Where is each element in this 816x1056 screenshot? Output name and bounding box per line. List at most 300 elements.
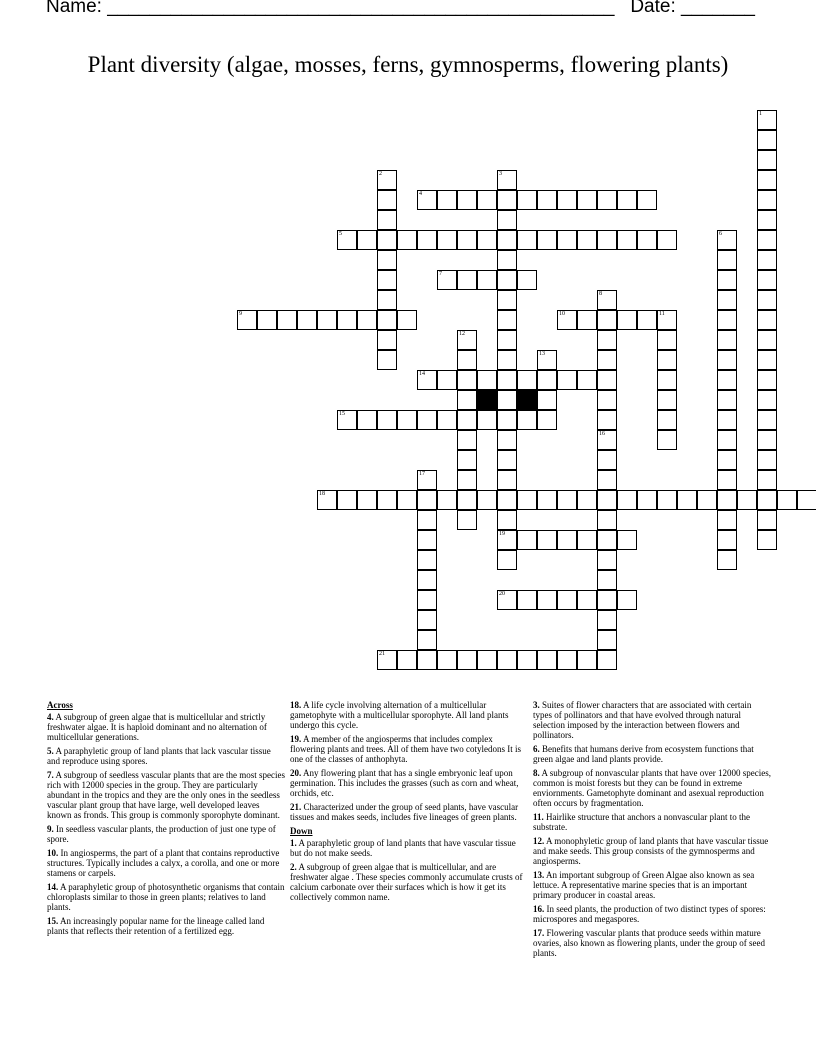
grid-cell[interactable]	[497, 410, 517, 430]
grid-cell[interactable]	[437, 410, 457, 430]
grid-cell[interactable]	[457, 410, 477, 430]
grid-cell[interactable]	[597, 630, 617, 650]
grid-cell[interactable]	[457, 270, 477, 290]
clue-number: 2.	[290, 862, 297, 872]
grid-cell[interactable]	[497, 530, 517, 550]
grid-cell[interactable]	[597, 450, 617, 470]
across-clue	[47, 712, 285, 742]
grid-cell[interactable]	[657, 410, 677, 430]
clue-text: Benefits that humans derive from ecosystem functions that green algae and land plants provide.	[533, 744, 754, 764]
grid-cell[interactable]	[637, 230, 657, 250]
down-clue	[290, 862, 528, 902]
grid-cell[interactable]	[637, 490, 657, 510]
grid-cell[interactable]	[617, 490, 637, 510]
grid-cell[interactable]	[597, 350, 617, 370]
grid-cell[interactable]	[737, 490, 757, 510]
grid-cell[interactable]	[437, 490, 457, 510]
grid-cell[interactable]	[457, 350, 477, 370]
name-label: Name:	[46, 0, 102, 17]
grid-cell[interactable]	[477, 370, 497, 390]
grid-cell[interactable]	[757, 530, 777, 550]
down-clue	[533, 928, 771, 958]
across-clue	[47, 746, 285, 766]
clue-text: A monophyletic group of land plants that have vascular tissue and make seeds. This group consists of the gymnosperms and angiosperms.	[533, 836, 769, 866]
grid-cell[interactable]	[417, 530, 437, 550]
across-clue	[47, 770, 285, 820]
down-clue	[533, 768, 771, 808]
clue-number: 16.	[533, 904, 545, 914]
grid-cell[interactable]	[757, 490, 777, 510]
clue-number: 18	[319, 491, 325, 497]
grid-cell[interactable]	[597, 550, 617, 570]
grid-cell[interactable]	[417, 190, 437, 210]
clue-number: 11	[659, 311, 665, 317]
grid-cell[interactable]	[517, 190, 537, 210]
clue-number: 7.	[47, 770, 54, 780]
grid-cell[interactable]	[597, 470, 617, 490]
clue-number: 17	[419, 471, 425, 477]
grid-cell[interactable]	[757, 130, 777, 150]
grid-cell[interactable]	[437, 190, 457, 210]
grid-cell[interactable]	[657, 390, 677, 410]
grid-cell[interactable]	[337, 410, 357, 430]
grid-cell[interactable]	[497, 310, 517, 330]
grid-cell[interactable]	[537, 490, 557, 510]
grid-cell[interactable]	[557, 190, 577, 210]
grid-cell[interactable]	[597, 510, 617, 530]
clue-number: 5.	[47, 746, 54, 756]
grid-cell[interactable]	[497, 590, 517, 610]
grid-cell[interactable]	[357, 310, 377, 330]
grid-cell[interactable]	[517, 650, 537, 670]
grid-cell[interactable]	[437, 270, 457, 290]
grid-cell[interactable]	[477, 230, 497, 250]
grid-cell[interactable]	[377, 190, 397, 210]
grid-cell[interactable]	[397, 650, 417, 670]
grid-cell[interactable]	[397, 230, 417, 250]
across-clue	[290, 700, 528, 730]
grid-cell[interactable]	[717, 310, 737, 330]
grid-cell[interactable]	[597, 490, 617, 510]
grid-cell[interactable]	[717, 270, 737, 290]
clue-text: Any flowering plant that has a single embryonic leaf upon germination. This includes the grasses (such as corn and wheat, orchids, etc.	[290, 768, 519, 798]
clues-column-1	[47, 700, 285, 940]
clue-number: 19	[499, 531, 505, 537]
across-heading: Across	[47, 700, 73, 710]
grid-cell[interactable]	[577, 530, 597, 550]
grid-cell[interactable]	[537, 390, 557, 410]
grid-cell[interactable]	[717, 370, 737, 390]
grid-cell[interactable]	[597, 290, 617, 310]
grid-cell[interactable]	[597, 310, 617, 330]
grid-cell[interactable]	[597, 610, 617, 630]
grid-cell[interactable]	[597, 590, 617, 610]
grid-cell[interactable]	[377, 410, 397, 430]
grid-cell[interactable]	[537, 230, 557, 250]
clue-number: 16	[599, 431, 605, 437]
grid-cell[interactable]	[797, 490, 816, 510]
grid-cell[interactable]	[757, 410, 777, 430]
grid-cell[interactable]	[477, 650, 497, 670]
grid-cell[interactable]	[457, 510, 477, 530]
clue-number: 7	[439, 271, 442, 277]
grid-cell[interactable]	[377, 490, 397, 510]
grid-cell[interactable]	[457, 230, 477, 250]
grid-cell[interactable]	[757, 510, 777, 530]
grid-cell[interactable]	[497, 450, 517, 470]
clue-text: Flowering vascular plants that produce seeds within mature ovaries, also known as flowering plants, under the group of seed plants.	[533, 928, 765, 958]
grid-cell[interactable]	[317, 490, 337, 510]
grid-cell[interactable]	[457, 430, 477, 450]
grid-cell[interactable]	[377, 210, 397, 230]
grid-cell[interactable]	[437, 370, 457, 390]
clue-number: 21	[379, 651, 385, 657]
grid-cell[interactable]	[717, 450, 737, 470]
grid-cell[interactable]	[417, 570, 437, 590]
grid-cell[interactable]	[557, 590, 577, 610]
clue-number: 15	[339, 411, 345, 417]
grid-cell[interactable]	[457, 470, 477, 490]
grid-cell[interactable]	[617, 310, 637, 330]
grid-cell[interactable]	[777, 490, 797, 510]
grid-cell[interactable]	[457, 650, 477, 670]
clues-column-2	[290, 700, 528, 906]
grid-cell[interactable]	[277, 310, 297, 330]
grid-cell[interactable]	[497, 430, 517, 450]
page-title: Plant diversity (algae, mosses, ferns, gymnosperms, flowering plants)	[87, 52, 729, 77]
clue-number: 19.	[290, 734, 302, 744]
grid-cell[interactable]	[617, 230, 637, 250]
clue-number: 20.	[290, 768, 302, 778]
across-clue	[290, 802, 528, 822]
date-label: Date:	[630, 0, 676, 17]
grid-cell[interactable]	[717, 350, 737, 370]
grid-cell[interactable]	[757, 230, 777, 250]
grid-cell[interactable]	[577, 490, 597, 510]
grid-cell[interactable]	[417, 490, 437, 510]
grid-cell[interactable]	[537, 530, 557, 550]
grid-cell[interactable]	[497, 390, 517, 410]
grid-cell[interactable]	[477, 490, 497, 510]
grid-cell[interactable]	[317, 310, 337, 330]
grid-cell[interactable]	[497, 650, 517, 670]
grid-cell[interactable]	[557, 370, 577, 390]
clue-number: 6.	[533, 744, 540, 754]
grid-cell[interactable]	[497, 250, 517, 270]
clue-number: 12.	[533, 836, 545, 846]
clue-number: 1.	[290, 838, 297, 848]
grid-cell[interactable]	[717, 470, 737, 490]
grid-cell[interactable]	[357, 410, 377, 430]
grid-cell[interactable]	[377, 310, 397, 330]
grid-cell[interactable]	[757, 250, 777, 270]
grid-cell[interactable]	[457, 390, 477, 410]
grid-cell[interactable]	[497, 290, 517, 310]
grid-cell[interactable]	[417, 370, 437, 390]
grid-cell[interactable]	[457, 370, 477, 390]
grid-cell[interactable]	[517, 370, 537, 390]
grid-cell[interactable]	[757, 370, 777, 390]
grid-cell[interactable]	[597, 330, 617, 350]
grid-cell[interactable]	[517, 410, 537, 430]
grid-cell[interactable]	[497, 190, 517, 210]
grid-cell[interactable]	[717, 250, 737, 270]
grid-cell[interactable]	[757, 290, 777, 310]
clue-number: 11.	[533, 812, 544, 822]
grid-cell[interactable]	[597, 570, 617, 590]
grid-cell[interactable]	[657, 330, 677, 350]
grid-cell[interactable]	[597, 370, 617, 390]
clue-text: A life cycle involving alternation of a multicellular gametophyte with a multicellular sporophyte. All land plants undergo this cycle.	[290, 700, 509, 730]
clue-text: A subgroup of green algae that is multicellular and strictly freshwater algae. It is haploid dominant and no alternation of multicellular generations.	[47, 712, 267, 742]
clue-number: 6	[719, 231, 722, 237]
grid-cell[interactable]	[457, 490, 477, 510]
grid-cell[interactable]	[377, 330, 397, 350]
grid-cell[interactable]	[717, 230, 737, 250]
grid-cell[interactable]	[477, 270, 497, 290]
grid-cell[interactable]	[577, 190, 597, 210]
grid-cell[interactable]	[417, 510, 437, 530]
date-line[interactable]: _______	[681, 0, 755, 17]
clue-text: A paraphyletic group of land plants that lack vascular tissue and reproduce using spores.	[47, 746, 271, 766]
grid-cell[interactable]	[377, 290, 397, 310]
grid-cell[interactable]	[757, 350, 777, 370]
grid-cell[interactable]	[577, 310, 597, 330]
grid-cell[interactable]	[577, 650, 597, 670]
grid-cell[interactable]	[377, 270, 397, 290]
down-clue	[290, 838, 528, 858]
grid-cell[interactable]	[497, 170, 517, 190]
grid-cell[interactable]	[617, 530, 637, 550]
grid-cell[interactable]	[597, 410, 617, 430]
grid-cell[interactable]	[597, 650, 617, 670]
down-clue	[533, 904, 771, 924]
clue-number: 15.	[47, 916, 59, 926]
grid-cell[interactable]	[397, 310, 417, 330]
grid-cell[interactable]	[517, 270, 537, 290]
across-clue	[290, 734, 528, 764]
grid-cell[interactable]	[417, 410, 437, 430]
grid-cell[interactable]	[717, 550, 737, 570]
grid-cell[interactable]	[417, 230, 437, 250]
grid-cell[interactable]	[757, 170, 777, 190]
grid-cell[interactable]	[497, 550, 517, 570]
across-clue	[47, 824, 285, 844]
grid-cell[interactable]	[757, 210, 777, 230]
across-clue	[47, 916, 285, 936]
grid-cell[interactable]	[717, 510, 737, 530]
clue-number: 9.	[47, 824, 54, 834]
grid-cell[interactable]	[577, 370, 597, 390]
grid-cell[interactable]	[597, 390, 617, 410]
grid-cell[interactable]	[657, 430, 677, 450]
grid-cell[interactable]	[517, 530, 537, 550]
down-clue-list-a	[290, 838, 528, 902]
grid-cell[interactable]	[717, 410, 737, 430]
across-clue	[47, 882, 285, 912]
grid-cell[interactable]	[477, 410, 497, 430]
grid-cell[interactable]	[457, 190, 477, 210]
grid-cell[interactable]	[497, 270, 517, 290]
grid-cell[interactable]	[597, 430, 617, 450]
clues-column-3	[533, 700, 771, 962]
grid-cell[interactable]	[617, 590, 637, 610]
grid-cell[interactable]	[657, 350, 677, 370]
clue-text: A subgroup of seedless vascular plants that are the most species rich with 12000 species in the group. They are particularly abundant in the tropics and they are the only ones in the seedless vascular plant group that have large, well developed leaves known as fronds. This group is commonly sporophyte dominant.	[47, 770, 285, 820]
grid-cell[interactable]	[457, 330, 477, 350]
grid-cell[interactable]	[497, 370, 517, 390]
grid-cell[interactable]	[557, 530, 577, 550]
clue-number: 4	[419, 191, 422, 197]
grid-cell[interactable]	[397, 490, 417, 510]
grid-cell[interactable]	[377, 170, 397, 190]
grid-cell[interactable]	[537, 190, 557, 210]
grid-cell[interactable]	[597, 530, 617, 550]
grid-cell[interactable]	[417, 630, 437, 650]
grid-cell[interactable]	[417, 470, 437, 490]
grid-cell[interactable]	[337, 310, 357, 330]
clue-number: 9	[239, 311, 242, 317]
grid-cell[interactable]	[537, 350, 557, 370]
grid-cell[interactable]	[497, 210, 517, 230]
name-line[interactable]: ________________________________________________	[107, 0, 615, 17]
clue-number: 10	[559, 311, 565, 317]
grid-cell[interactable]	[717, 390, 737, 410]
grid-cell[interactable]	[497, 330, 517, 350]
grid-cell[interactable]	[417, 650, 437, 670]
clue-number: 1	[759, 111, 762, 117]
down-clue	[533, 870, 771, 900]
down-clue	[533, 744, 771, 764]
grid-cell[interactable]	[537, 590, 557, 610]
grid-cell[interactable]	[557, 490, 577, 510]
grid-cell[interactable]	[297, 310, 317, 330]
grid-cell[interactable]	[717, 330, 737, 350]
grid-cell[interactable]	[497, 230, 517, 250]
grid-cell[interactable]	[757, 330, 777, 350]
grid-cell[interactable]	[557, 230, 577, 250]
shaded-cell	[477, 390, 497, 410]
clue-number: 2	[379, 171, 382, 177]
grid-cell[interactable]	[617, 190, 637, 210]
grid-cell[interactable]	[717, 430, 737, 450]
grid-cell[interactable]	[757, 150, 777, 170]
grid-cell[interactable]	[717, 530, 737, 550]
grid-cell[interactable]	[597, 230, 617, 250]
across-clue	[47, 848, 285, 878]
grid-cell[interactable]	[537, 410, 557, 430]
grid-cell[interactable]	[757, 430, 777, 450]
shaded-cell	[517, 390, 537, 410]
grid-cell[interactable]	[637, 310, 657, 330]
grid-cell[interactable]	[377, 650, 397, 670]
grid-cell[interactable]	[337, 230, 357, 250]
clue-text: Suites of flower characters that are associated with certain types of pollinators and that have evolved through natural selection imposed by the interaction between flowers and pollinators.	[533, 700, 752, 740]
grid-cell[interactable]	[657, 490, 677, 510]
grid-cell[interactable]	[497, 510, 517, 530]
grid-cell[interactable]	[437, 230, 457, 250]
grid-cell[interactable]	[657, 230, 677, 250]
across-clue-list-b	[290, 700, 528, 822]
down-heading: Down	[290, 826, 313, 836]
down-clue	[533, 836, 771, 866]
grid-cell[interactable]	[377, 230, 397, 250]
clue-text: A subgroup of nonvascular plants that have over 12000 species, common is moist forests but they can be found in extreme enviornments. Gametophyte dominant and asexual reproduction often occurs by fragmentation.	[533, 768, 771, 808]
grid-cell[interactable]	[517, 490, 537, 510]
clue-text: Characterized under the group of seed plants, have vascular tissues and makes seeds, includes five lineages of green plants.	[290, 802, 519, 822]
grid-cell[interactable]	[457, 450, 477, 470]
grid-cell[interactable]	[537, 370, 557, 390]
grid-cell[interactable]	[557, 310, 577, 330]
grid-cell[interactable]	[657, 310, 677, 330]
grid-cell[interactable]	[257, 310, 277, 330]
grid-cell[interactable]	[757, 190, 777, 210]
clue-text: A subgroup of green algae that is multicellular, and are freshwater algae . These species commonly accumulate crusts of calcium carbonate over their surfaces which is how it get its collectively common name.	[290, 862, 523, 902]
across-clue-list-a	[47, 712, 285, 936]
grid-cell[interactable]	[637, 190, 657, 210]
clue-text: An increasingly popular name for the lineage called land plants that reflects their retention of a fertilized egg.	[47, 916, 265, 936]
clue-number: 21.	[290, 802, 302, 812]
grid-cell[interactable]	[377, 350, 397, 370]
down-clue	[533, 700, 771, 740]
grid-cell[interactable]	[477, 190, 497, 210]
clue-number: 14	[419, 371, 425, 377]
grid-cell[interactable]	[397, 410, 417, 430]
grid-cell[interactable]	[597, 190, 617, 210]
grid-cell[interactable]	[517, 230, 537, 250]
grid-cell[interactable]	[757, 110, 777, 130]
grid-cell[interactable]	[417, 590, 437, 610]
grid-cell[interactable]	[577, 230, 597, 250]
grid-cell[interactable]	[357, 490, 377, 510]
clue-text: A paraphyletic group of land plants that have vascular tissue but do not make seeds.	[290, 838, 516, 858]
grid-cell[interactable]	[557, 650, 577, 670]
grid-cell[interactable]	[577, 590, 597, 610]
clue-text: In angiosperms, the part of a plant that contains reproductive structures. Typically includes a calyx, a corolla, and one or more stamens or carpels.	[47, 848, 280, 878]
down-clue	[533, 812, 771, 832]
clue-number: 13.	[533, 870, 545, 880]
grid-cell[interactable]	[497, 490, 517, 510]
clue-number: 14.	[47, 882, 59, 892]
grid-cell[interactable]	[657, 370, 677, 390]
grid-cell[interactable]	[757, 270, 777, 290]
grid-cell[interactable]	[757, 310, 777, 330]
grid-cell[interactable]	[497, 350, 517, 370]
grid-cell[interactable]	[497, 470, 517, 490]
grid-cell[interactable]	[337, 490, 357, 510]
grid-cell[interactable]	[757, 390, 777, 410]
grid-cell[interactable]	[537, 650, 557, 670]
clue-number: 10.	[47, 848, 59, 858]
clue-text: A member of the angiosperms that includes complex flowering plants and trees. All of them have two cotyledons It is one of the classes of anthophyta.	[290, 734, 521, 764]
grid-cell[interactable]	[677, 490, 697, 510]
grid-cell[interactable]	[697, 490, 717, 510]
grid-cell[interactable]	[417, 550, 437, 570]
grid-cell[interactable]	[717, 290, 737, 310]
grid-cell[interactable]	[437, 650, 457, 670]
clue-number: 5	[339, 231, 342, 237]
grid-cell[interactable]	[517, 590, 537, 610]
grid-cell[interactable]	[757, 470, 777, 490]
grid-cell[interactable]	[757, 450, 777, 470]
clue-number: 8	[599, 291, 602, 297]
grid-cell[interactable]	[237, 310, 257, 330]
clue-number: 12	[459, 331, 465, 337]
grid-cell[interactable]	[417, 610, 437, 630]
grid-cell[interactable]	[357, 230, 377, 250]
grid-cell[interactable]	[377, 250, 397, 270]
grid-cell[interactable]	[717, 490, 737, 510]
